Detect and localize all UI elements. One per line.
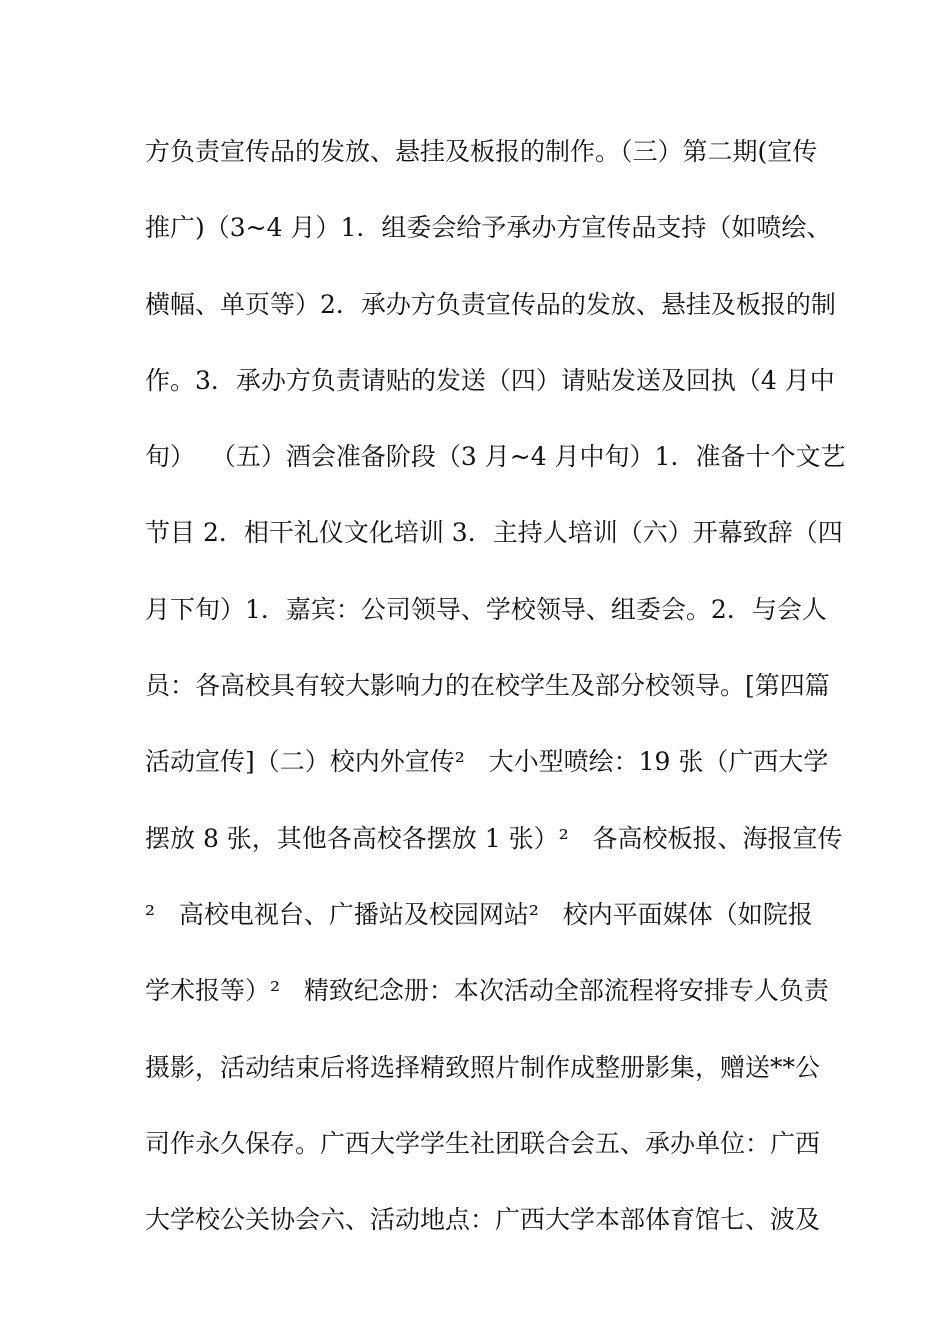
text-line-8: 员：各高校具有较大影响力的在校学生及部分校领导。[第四篇 [145,671,830,701]
text-line-15: 大学校公关协会六、活动地点：广西大学本部体育馆七、波及 [145,1205,821,1235]
text-line-12: 学术报等）² 精致纪念册：本次活动全部流程将安排专人负责 [145,976,829,1006]
text-line-5: 旬） （五）酒会准备阶段（3 月~4 月中旬）1．准备十个文艺 [145,442,846,472]
text-line-7: 月下旬）1．嘉宾：公司领导、学校领导、组委会。2．与会人 [145,594,827,624]
text-line-9: 活动宣传]（二）校内外宣传² 大小型喷绘：19 张（广西大学 [145,747,829,777]
text-line-14: 司作永久保存。广西大学学生社团联合会五、承办单位：广西 [145,1128,821,1158]
text-line-11: ² 高校电视台、广播站及校园网站² 校内平面媒体（如院报 [145,899,813,929]
text-line-10: 摆放 8 张，其他各高校各摆放 1 张）² 各高校板报、海报宣传 [145,823,843,853]
text-line-4: 作。3．承办方负责请贴的发送（四）请贴发送及回执（4 月中 [145,365,835,395]
text-line-1: 方负责宣传品的发放、悬挂及板报的制作。（三）第二期(宣传 [145,137,818,166]
text-line-3: 横幅、单页等）2．承办方负责宣传品的发放、悬挂及板报的制 [145,289,836,319]
body-text [145,127,846,1271]
text-line-13: 摄影，活动结束后将选择精致照片制作成整册影集，赠送**公 [145,1052,821,1082]
text-line-6: 节目 2．相干礼仪文化培训 3．主持人培训（六）开幕致辞（四 [145,518,843,548]
text-line-2: 推广)（3~4 月）1．组委会给予承办方宣传品支持（如喷绘、 [145,213,832,243]
